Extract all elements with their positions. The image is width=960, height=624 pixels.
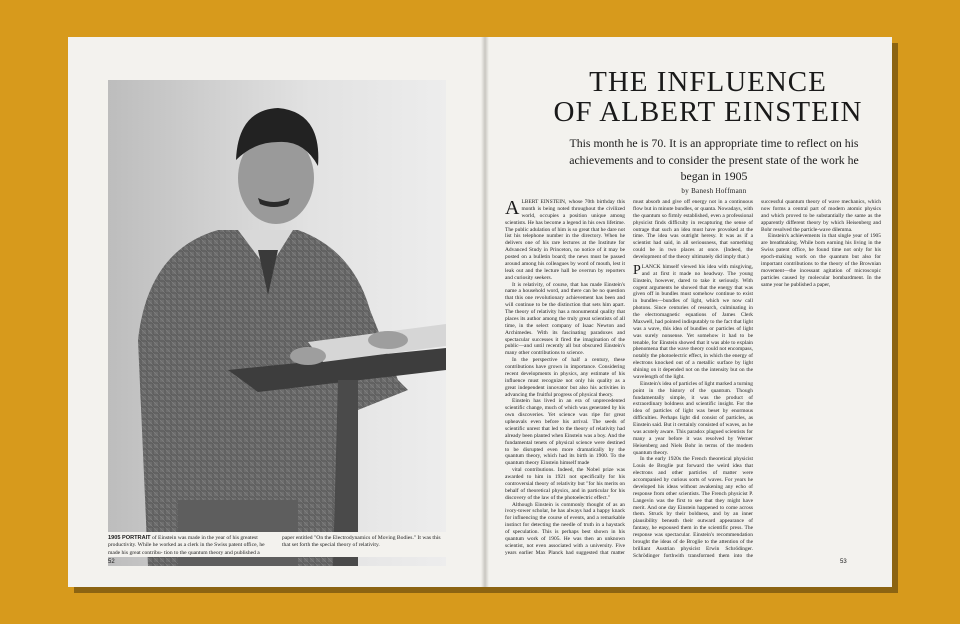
body-paragraph: PLANCK himself viewed his idea with misgiving, and at first it made no headway. The young Einstein, however, dared to take it seriously. With cogent arguments he showed that the energy that was given off in bundles must somehow continue to exist in bundles—bundles of light, which we now call photons. Since centuries of research, culminating in the electromagnetic equations of James Clerk Maxwell, had pointed indisputably to the fact that light was a wave, this idea of bundles or particles of light was surely nonsense. Yet somehow it had to be tenable, for Einstein showed that it was able to explain phenomena that the wave theory could not encompass, notably the photoelectric effect, in which the energy of electrons knocked out of a metallic surface by light shining on it depended not on the intensity but on the wavelength of the light. [633,262,753,380]
article-title [528,67,888,127]
title-line-1: THE INFLUENCE [589,66,827,98]
caption-text-col2: tion to the quantum theory and published a paper entitled "On the Electrodynamics of Moving Bodies." It was this that set forth the special theory of relativity. [163,535,441,556]
drop-cap: P [633,262,641,278]
page-number-left: 52 [108,559,115,565]
article-body [505,199,881,561]
body-paragraph: In the perspective of half a century, these contributions have grown in importance. Considering recent developments in physics, any estimate of his influence must recognize not only his quality as a great independent innovator but also his activities in advancing the fruitful progress of physical theory. [505,357,625,398]
body-paragraph: Although Einstein is commonly thought of as an ivory-tower scholar, he has always had a happy knack for influencing the course of events, and a remarkable instinct for detecting the needle of truth in a haystack of speculation. This is perhaps best shown in his quantum work of 1905. He was then an unknown scientist, not even associated with a university. Five years earlier Max Planck had suggested that matter must absorb and give off energy not in a continuous flow but in minute bundles, or quanta. Nowadays, with the quantum so firmly established, even a professional physicist finds difficulty in recapturing the sense of outrage that such an idea must have provoked at the time. The idea was outright heresy. It was as if a scientist had said, in all seriousness, that something could be in two places at once. (Indeed, the development of the theory ultimately did imply that.) [505,199,753,556]
body-paragraph: Einstein's achievements in that single year of 1905 are breathtaking. While born earning his living in the Swiss patent office, he found time not only for his epoch-making work on the quantum but also for important contributions to the theory of the Brownian movement—the incessant agitation of microscopic particles caused by molecular bombardment. In the same year he published a paper, [761,233,881,288]
byline: by Banesh Hoffmann [681,187,747,195]
drop-cap: A [505,199,520,219]
body-paragraph: vital contributions. Indeed, the Nobel prize was awarded to him in 1921 not specifically for his controversial theory of relativity but "for his merits on behalf of theoretical physics, and in particular for his discovery of the law of the photoelectric effect." [505,467,625,501]
portrait-illustration [108,80,446,566]
caption-text-col1: of Einstein was made in the year of his greatest productivity. While he worked as a clerk in the Swiss patent office, he made his great contribu- [108,535,265,556]
einstein-portrait-photo [108,80,446,566]
body-paragraph: It is relativity, of course, that has made Einstein's name a household word, and there can be no question that this one revolutionary achievement has been and will continue to be the distinction that sets him apart. The theory of relativity has a monumental quality that places its author among the truly great scientists of all time, in the select company of Isaac Newton and Archimedes. With its fascinating paradoxes and spectacular successes it fired the imagination of the public—and until recently all but obscured Einstein's many other contributions to science. [505,281,625,357]
photo-caption [108,532,446,557]
body-paragraph: ALBERT EINSTEIN, whose 70th birthday this month is being noted throughout the civilized world, occupies a position unique among scientists. He has become a legend in his own lifetime. The public adulation of him is so great that he dare not list his telephone number in the directory. When he delivers one of his rare lectures at the Institute for Advanced Study in Princeton, no notice of it may be posted on a bulletin board; the news must be passed around among his colleagues by word of mouth, lest it leak out and the lecture hall be overrun by reporters and curiosity seekers. [505,199,625,281]
title-line-2: OF ALBERT EINSTEIN [553,96,863,128]
page-number-right: 53 [840,559,847,565]
body-paragraph: Einstein has lived in an era of unprecedented scientific change, much of which was generated by his own discoveries. Yet science was ripe for great upheavals even before his arrival. The seeds of scientific unrest that led to the theory of relativity had already been planted when Einstein was a boy. And the fundamental tenets of physical science were destined to be disrupted even more dramatically by the quantum theory, which had its birth in 1900. To the quantum theory Einstein himself made [505,398,625,467]
body-paragraph: In the early 1920s the French theoretical physicist Louis de Broglie put forward the weird idea that electrons and other particles of matter were accompanied by curious sorts of waves. For years he developed his ideas without awakening any echo of response from other scientists. The French physicist P. Langevin was the first to see that they might have merit. And one day Einstein happened to come across them. Struck by their boldness, and by an inner plausibility beneath their outward appearance of fantasy, he espoused them in the scientific press. The response was spectacular. Einstein's recommendation brought the ideas of de Broglie to the attention of the brilliant Austrian physicist Erwin Schrödinger. Schrödinger forthwith transformed them into the successful quantum theory of wave mechanics, which now forms a central part of modern atomic physics and which proved to be substantially the same as the apparently different theory by which Heisenberg and Bohr resolved the particle-wave dilemma. [633,199,881,559]
page-gutter [481,37,489,587]
article-subtitle: This month he is 70. It is an appropriate time to reflect on his achievements and to consider the present state of the work he began in 1905 [569,136,859,183]
body-paragraph: Einstein's idea of particles of light marked a turning point in the history of the quantum. Though fundamentally simple, it was the product of extraordinary boldness and scientific insight. For the idea of particles of light was beset by enormous difficulties. Perhaps light did consist of particles, as Einstein said. But it certainly consisted of waves, as he was acutely aware. This paradox plagued scientists for many a year before it was resolved by Werner Heisenberg and Niels Bohr in terms of the modern quantum theory. [633,380,753,456]
caption-lead: 1905 PORTRAIT [108,535,151,541]
magazine-spread [68,37,892,587]
